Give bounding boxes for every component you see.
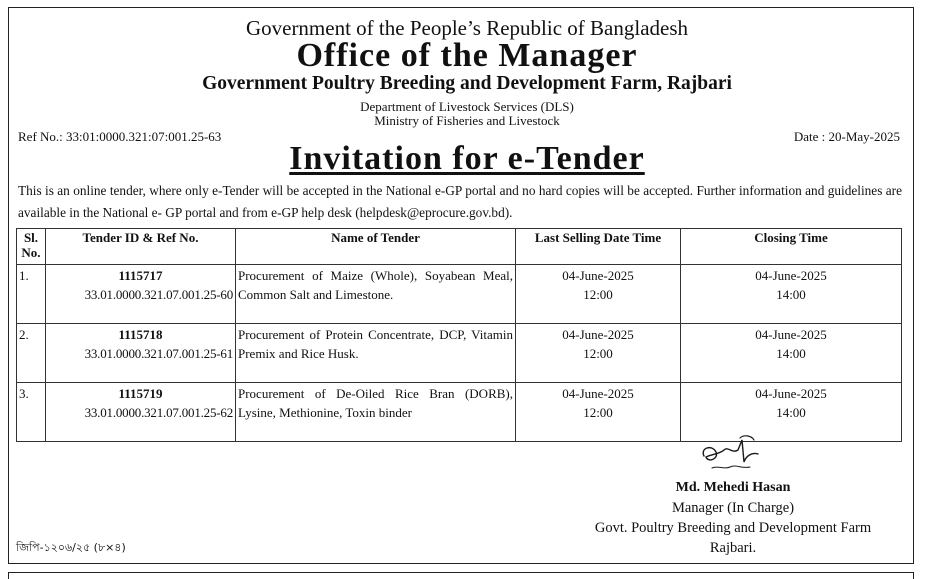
last-selling-cell: [516, 265, 681, 324]
closing-date: 04-June-2025: [755, 268, 827, 283]
tender-id: 1115718: [118, 327, 163, 342]
tender-name: Procurement of Protein Concentrate, DCP, Vitamin Premix and Rice Husk.: [236, 324, 516, 383]
ministry-line: Ministry of Fisheries and Livestock: [374, 113, 560, 128]
row-sl: 1.: [17, 265, 46, 324]
closing-time: 14:00: [776, 405, 806, 420]
col-header-last-selling: Last Selling Date Time: [516, 229, 681, 265]
table-row: [17, 324, 902, 383]
col-header-sl: Sl. No.: [17, 229, 46, 265]
tender-id: 1115717: [118, 268, 163, 283]
tender-table: [16, 228, 902, 442]
tender-name: Procurement of De-Oiled Rice Bran (DORB), Lysine, Methionine, Toxin binder: [236, 383, 516, 442]
signatory-name: Md. Mehedi Hasan: [675, 480, 791, 495]
table-row: [17, 265, 902, 324]
last-selling-cell: [516, 324, 681, 383]
row-tender-id-cell: [46, 324, 236, 383]
row-tender-id-cell: [46, 265, 236, 324]
last-selling-date: 04-June-2025: [562, 268, 634, 283]
col-header-tender-id: Tender ID & Ref No.: [46, 229, 236, 265]
last-selling-time: 12:00: [583, 346, 613, 361]
closing-time: 14:00: [776, 346, 806, 361]
page-title: Invitation for e-Tender: [289, 140, 645, 177]
last-selling-date: 04-June-2025: [562, 386, 634, 401]
signatory-block: [560, 478, 906, 558]
print-memo: জিপি-১২০৬/২৫ (৮×৪): [16, 541, 126, 554]
next-notice-edge: [8, 572, 914, 579]
signatory-organization: Govt. Poultry Breeding and Development Farm: [594, 520, 872, 536]
tender-name: Procurement of Maize (Whole), Soyabean Meal, Common Salt and Limestone.: [236, 265, 516, 324]
tender-ref: 33.01.0000.321.07.001.25-62: [84, 405, 233, 420]
notice-date: Date : 20-May-2025: [793, 129, 900, 144]
closing-date: 04-June-2025: [755, 386, 827, 401]
closing-cell: [681, 324, 902, 383]
department-line: Department of Livestock Services (DLS): [360, 99, 574, 114]
row-tender-id-cell: [46, 383, 236, 442]
last-selling-time: 12:00: [583, 405, 613, 420]
closing-cell: [681, 265, 902, 324]
closing-date: 04-June-2025: [755, 327, 827, 342]
tender-ref: 33.01.0000.321.07.001.25-61: [84, 346, 233, 361]
last-selling-date: 04-June-2025: [562, 327, 634, 342]
reference-number: Ref No.: 33:01:0000.321:07:001.25-63: [18, 129, 222, 144]
handwritten-signature: [694, 432, 774, 478]
row-sl: 2.: [17, 324, 46, 383]
last-selling-cell: [516, 383, 681, 442]
col-header-name: Name of Tender: [236, 229, 516, 265]
row-sl: 3.: [17, 383, 46, 442]
col-header-closing: Closing Time: [681, 229, 902, 265]
table-header-row: [17, 229, 902, 265]
signatory-location: Rajbari.: [709, 540, 757, 556]
government-heading: Government of the People’s Republic of Bangladesh: [245, 16, 689, 40]
intro-paragraph: This is an online tender, where only e-Tender will be accepted in the National e-GP portal and no hard copies will be accepted. Further information and guidelines are available in the National e- GP portal and from e-GP help desk (helpdesk@eprocure.gov.bd).: [18, 183, 902, 220]
tender-id: 1115719: [118, 386, 163, 401]
farm-heading: Government Poultry Breeding and Development Farm, Rajbari: [202, 73, 732, 94]
closing-time: 14:00: [776, 287, 806, 302]
tender-ref: 33.01.0000.321.07.001.25-60: [84, 287, 233, 302]
last-selling-time: 12:00: [583, 287, 613, 302]
office-heading: Office of the Manager: [296, 37, 638, 74]
signatory-designation: Manager (In Charge): [671, 500, 795, 516]
